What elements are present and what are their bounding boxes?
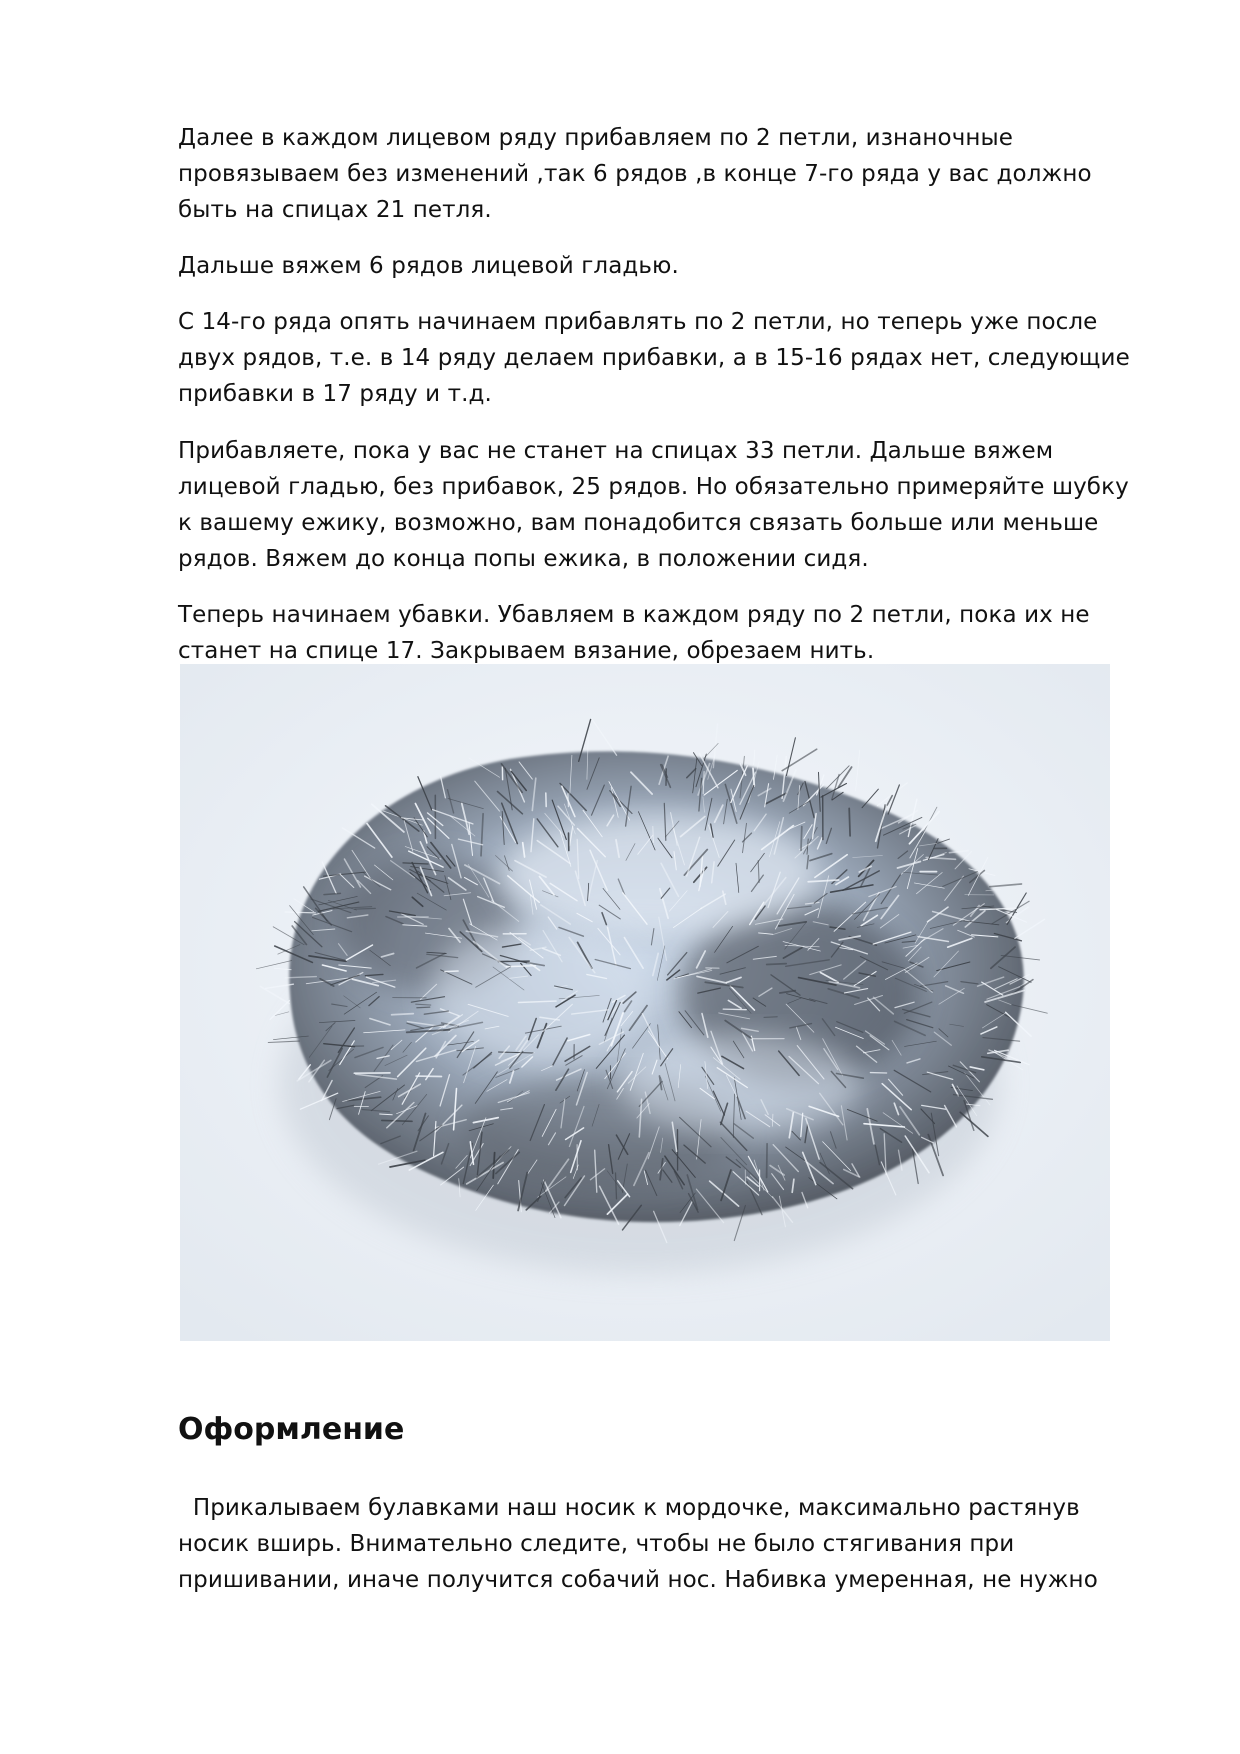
fur-strand: [445, 971, 458, 972]
fur-strand: [382, 1120, 412, 1121]
fur-strand: [801, 827, 802, 851]
fur-strand: [653, 827, 654, 843]
section-heading: Оформление: [178, 1412, 405, 1447]
text-line: Далее в каждом лицевом ряду прибавляем по 2 петли, изнаночные: [178, 125, 1014, 151]
fur-strand: [417, 1007, 430, 1008]
text-line: пришивании, иначе получится собачий нос. Набивка умеренная, не нужно: [178, 1567, 1098, 1593]
paragraph-row-14: [178, 304, 1138, 412]
fur-strand: [355, 908, 376, 909]
text-line: быть на спицах 21 петля.: [178, 197, 492, 223]
paragraph-33-stitches: [178, 433, 1138, 577]
text-line: Дальше вяжем 6 рядов лицевой гладью.: [178, 253, 679, 279]
text-line: к вашему ежику, возможно, вам понадобится связать больше или меньше: [178, 510, 1099, 536]
text-line: прибавки в 17 ряду и т.д.: [178, 381, 492, 407]
text-line: лицевой гладью, без прибавок, 25 рядов. Но обязательно примеряйте шубку: [178, 474, 1129, 500]
fur-strand: [767, 1144, 768, 1178]
fur-strand: [849, 808, 850, 835]
fur-strand: [568, 794, 569, 807]
text-line: носик вширь. Внимательно следите, чтобы не было стягивания при: [178, 1531, 1015, 1557]
paragraph-assembly: [178, 1490, 1138, 1598]
fur-coat-photo: [180, 664, 1110, 1341]
text-line: Прибавляете, пока у вас не станет на спицах 33 петли. Дальше вяжем: [178, 438, 1054, 464]
text-line: провязываем без изменений ,так 6 рядов ,в конце 7-го ряда у вас должно: [178, 161, 1092, 187]
fur-strand: [772, 1114, 773, 1126]
fur-strand: [285, 912, 315, 913]
paragraph-decreases: [178, 597, 1138, 669]
paragraph-increases: [178, 120, 1138, 228]
paragraph-stockinette: [178, 248, 1138, 284]
text-line: рядов. Вяжем до конца попы ежика, в положении сидя.: [178, 546, 869, 572]
text-line: станет на спице 17. Закрываем вязание, обрезаем нить.: [178, 638, 875, 664]
text-line: двух рядов, т.е. в 14 ряду делаем прибавки, а в 15-16 рядах нет, следующие: [178, 345, 1130, 371]
fur-strand: [723, 1009, 746, 1010]
fur-strand: [767, 964, 787, 965]
text-line: Теперь начинаем убавки. Убавляем в каждом ряду по 2 петли, пока их не: [178, 602, 1090, 628]
fur-strand: [392, 1014, 414, 1015]
text-line: Прикалываем булавками наш носик к мордочке, максимально растянув: [178, 1495, 1080, 1521]
fur-strand: [764, 1017, 777, 1018]
text-line: С 14-го ряда опять начинаем прибавлять по 2 петли, но теперь уже после: [178, 309, 1098, 335]
